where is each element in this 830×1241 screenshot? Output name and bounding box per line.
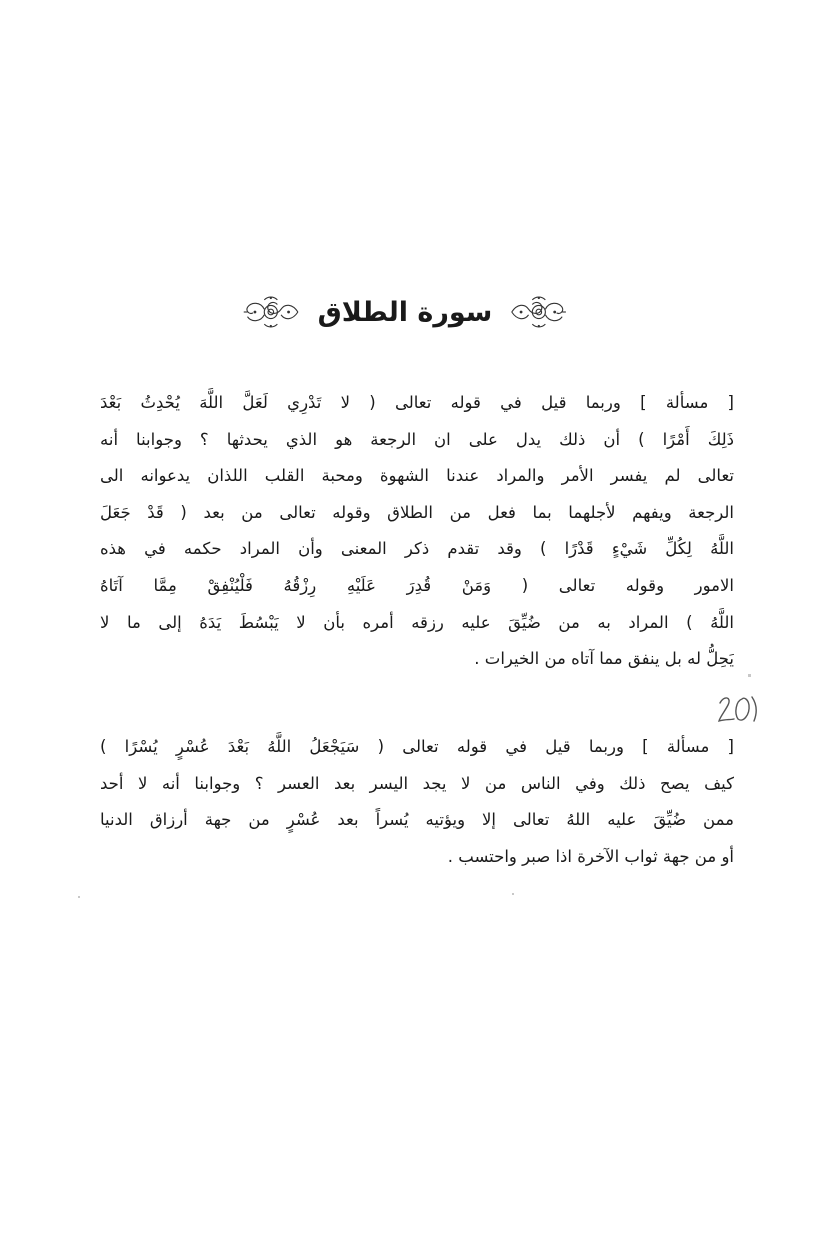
floral-ornament-icon — [240, 291, 302, 333]
scan-speck — [512, 893, 514, 895]
text-line: يَحِلُّ له بل ينفق مما آتاه من الخيرات . — [474, 649, 734, 669]
text-line: [ مسألة ] وربما قيل في قوله تعالى ( لا تَدْرِي لَعَلَّ اللَّهَ يُحْدِثُ بَعْدَ — [100, 393, 734, 412]
text-line: ممن ضُيِّقَ عليه اللهُ تعالى إلا ويؤتيه يُسراً بعد عُسْرٍ من جهة أرزاق الدنيا — [100, 810, 734, 830]
text-line: الامور وقوله تعالى ( وَمَنْ قُدِرَ عَلَيْهِ رِزْقُهُ فَلْيُنْفِقْ مِمَّا آتَاهُ — [100, 575, 734, 595]
handwritten-margin-note — [716, 693, 760, 725]
text-line: كيف يصح ذلك وفي الناس من لا يجد اليسر بعد العسر ؟ وجوابنا أنه لا أحد — [100, 773, 734, 793]
paragraph-2 — [100, 729, 734, 875]
text-line: تعالى لم يفسر الأمر والمراد عندنا الشهوة ومحبة القلب اللذان يدعوانه الى — [100, 466, 734, 486]
floral-ornament-icon — [508, 291, 570, 333]
text-line: الرجعة ويفهم لأجلهما بما فعل من الطلاق وقوله تعالى من بعد ( قَدْ جَعَلَ — [100, 502, 734, 522]
text-line: اللَّهُ لِكُلِّ شَيْءٍ قَدْرًا ) وقد تقدم ذكر المعنى وأن المراد حكمه في هذه — [100, 539, 734, 559]
chapter-title: سورة الطلاق — [317, 296, 493, 328]
text-line: [ مسألة ] وربما قيل في قوله تعالى ( سَيَجْعَلُ اللَّهُ بَعْدَ عُسْرٍ يُسْرًا ) — [100, 737, 734, 756]
scan-speck — [78, 896, 80, 898]
text-line: أو من جهة ثواب الآخرة اذا صبر واحتسب . — [447, 846, 734, 866]
scan-speck — [748, 674, 751, 677]
text-line: ذَلِكَ أَمْرًا ) أن ذلك يدل على ان الرجعة هو الذي يحدثها ؟ وجوابنا أنه — [100, 429, 734, 449]
paragraph-1 — [100, 385, 734, 678]
text-line: اللَّهُ ) المراد به من ضُيِّقَ عليه رزقه أمره بأن لا يَبْسُطَ يَدَهُ إلى ما لا — [100, 612, 734, 632]
chapter-title-row — [240, 282, 570, 342]
